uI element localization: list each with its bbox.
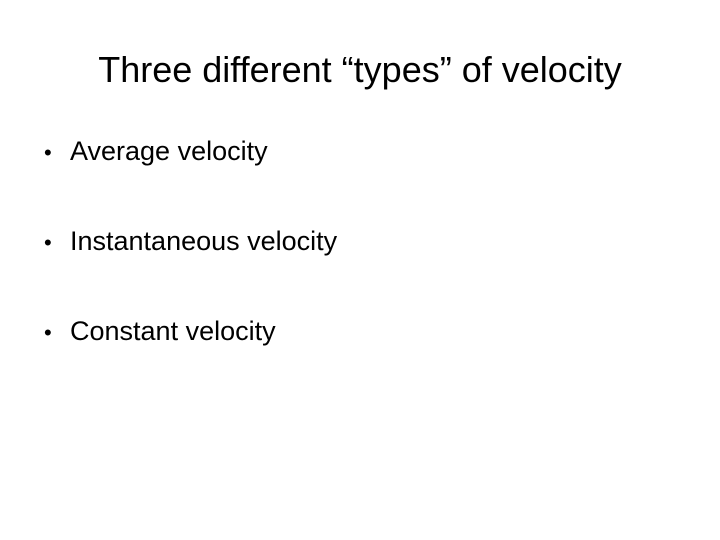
bullet-text: Average velocity	[70, 136, 268, 166]
bullet-item-constant	[44, 312, 337, 350]
bullet-icon: •	[44, 230, 52, 255]
bullet-text: Constant velocity	[70, 316, 276, 346]
bullet-item-instantaneous	[44, 222, 337, 260]
bullet-icon: •	[44, 320, 52, 345]
bullet-list	[44, 132, 337, 402]
bullet-item-average	[44, 132, 337, 170]
slide-title: Three different “types” of velocity	[98, 49, 622, 90]
bullet-text: Instantaneous velocity	[70, 226, 338, 256]
bullet-icon: •	[44, 140, 52, 165]
